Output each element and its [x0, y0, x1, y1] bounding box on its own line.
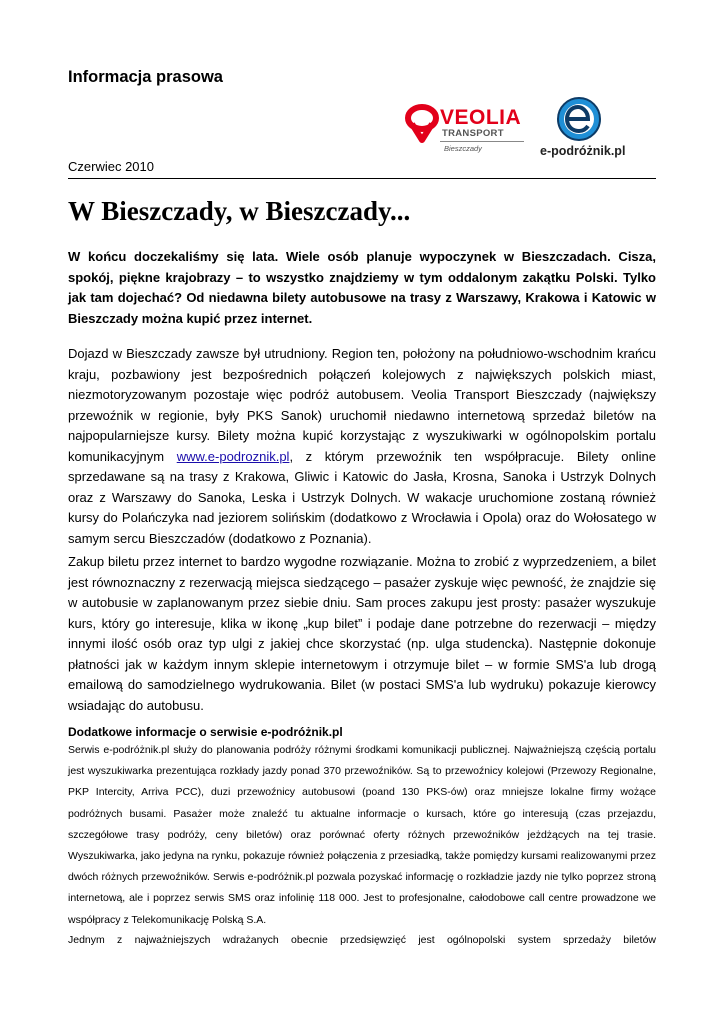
closing-paragraph: Jednym z najważniejszych wdrażanych obecnie przedsięwzięć jest ogólnopolski system sprzedaży biletów — [68, 934, 656, 946]
epodroznik-link[interactable]: www.e-podroznik.pl — [176, 448, 290, 464]
veolia-transport-text: TRANSPORT — [442, 128, 504, 139]
info-paragraph: Serwis e-podróżnik.pl służy do planowania podróży różnymi środkami komunikacji publicznej. Najważniejszą częścią portalu jest wyszukiwarka prezentująca rozkłady jazdy ponad 370 przewoźników. Są to przewoźnicy kolejowi (Przewozy Regionalne, PKP Intercity, Arriva PCC), duzi przewoźnicy autobusowi (poand 130 PKS-ów) oraz mniejsze lokalne firmy wożące podróżnych busami. Pasażer może znaleźć tu aktualne informacje o kursach, które go interesują (czas przejazdu, szczegółowe trasy podróży, ceny biletów) oraz porównać oferty różnych przewoźników jeżdżących na tej trasie. Wyszukiwarka, jako jedyna na rynku, pokazuje również połączenia z przesiadką, także pomiędzy kursami realizowanymi przez dwóch różnych przewoźników. Serwis e-podróżnik.pl pozwala pozyskać informację o rozkładzie jazdy nie tylko poprzez stroną internetową, ale i poprzez serwis SMS oraz infolinię 118 000. Jest to profesjonalne, całodobowe call centre prowadzone we współpracy z Telekomunikację Polską S.A. — [68, 744, 656, 926]
header-rule — [68, 178, 656, 179]
paragraph-1-text-a: Dojazd w Bieszczady zawsze był utrudniony. Region ten, położony na południowo-wschodnim krańcu kraju, pozbawiony jest bezpośrednich połączeń kolejowych z największych polskich miast, niezmotoryzowanym pozostaje więc podróż autobusem. Veolia Transport Bieszczady (największy przewoźnik w regionie, były PKS Sanok) uruchomił niedawno internetową sprzedaż biletów na najpopularniejsze kursy. Bilety można kupić korzystając z wyszukiwarki w ogólnopolskim portalu komunikacyjnym — [68, 346, 656, 464]
epodroznik-wordmark: e-podróżnik.pl — [540, 144, 626, 158]
article-title: W Bieszczady, w Bieszczady... — [68, 196, 411, 226]
release-date: Czerwiec 2010 — [68, 159, 154, 174]
veolia-divider — [440, 141, 524, 142]
article-lead: W końcu doczekaliśmy się lata. Wiele osób planuje wypoczynek w Bieszczadach. Cisza, spokój, piękne krajobrazy – to wszystko znajdziemy w tym oddalonym zakątku Polski. Tylko jak tam dojechać? Od niedawna bilety autobusowe na trasy z Warszawy, Krakowa i Katowic w Bieszczady można kupić przez internet. — [68, 249, 656, 326]
press-release-label: Informacja prasowa — [68, 68, 223, 86]
veolia-emblem-icon — [404, 104, 440, 144]
paragraph-1-text-b: , z którym przewoźnik ten współpracuje. Bilety online sprzedawane są na trasy z Krakowa, Gliwic i Katowic do Jasła, Krosna, Sanoka i Ustrzyk Dolnych oraz z Warszawy do Sanoka, Leska i Ustrzyk Dolnych. W wakacje uruchomione zostaną również kursy do Polańczyka nad jeziorem solińskim (dodatkowo z Wrocławia i Opola) oraz do Wołosatego w samym sercu Bieszczadów (dodatkowo z Poznania). — [68, 448, 656, 546]
epodroznik-e-icon — [556, 96, 602, 142]
veolia-logo — [404, 100, 526, 160]
veolia-wordmark: VEOLIA — [440, 106, 522, 129]
paragraph-1 — [68, 344, 656, 549]
epodroznik-logo — [540, 96, 640, 162]
paragraph-2: Zakup biletu przez internet to bardzo wygodne rozwiązanie. Można to zrobić z wyprzedzeniem, a bilet jest równoznaczny z rezerwacją miejsca siedzącego – pasażer zyskuje więc pewność, że znajdzie się w autobusie w zaplanowanym przez siebie dniu. Sam proces zakupu jest prosty: pasażer wyszukuje kurs, który go interesuje, klika w ikonę „kup bilet” i podaje dane potrzebne do rezerwacji – między innymi ilość osób oraz typ ulgi z jakiej chce skorzystać (np. ulga studencka). Następnie dokonuje płatności jak w każdym innym sklepie internetowym i otrzymuje bilet – w formie SMS'a lub drogą emailową do samodzielnego wydrukowania. Bilet (w postaci SMS'a lub wydruku) pokazuje kierowcy wsiadając do autobusu. — [68, 554, 656, 713]
info-subheading: Dodatkowe informacje o serwisie e-podróżnik.pl — [68, 725, 343, 739]
veolia-region-text: Bieszczady — [444, 144, 482, 153]
